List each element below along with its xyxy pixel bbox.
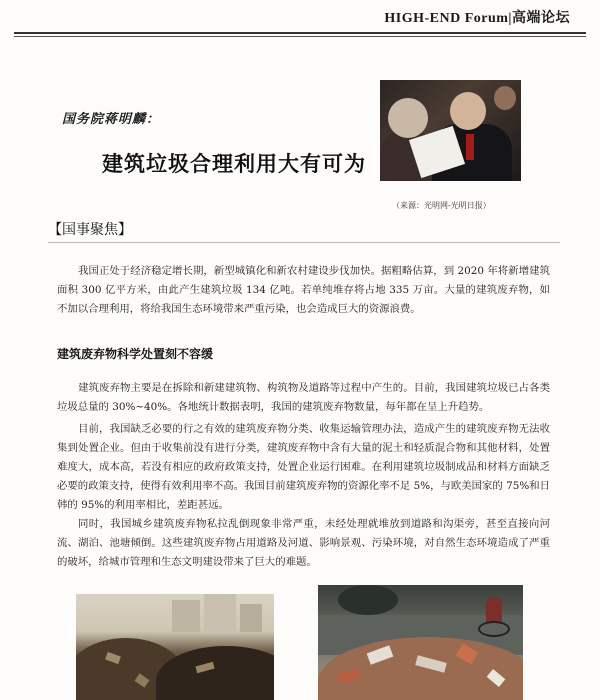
- body-paragraph-1: 建筑废弃物主要是在拆除和新建建筑物、构筑物及道路等过程中产生的。目前，我国建筑垃圾已占各类垃圾总量的 30%~40%。各地统计数据表明，我国的建筑废弃物数量，每年都在呈上升趋势。: [57, 382, 550, 413]
- body-paragraph-3: 同时，我国城乡建筑废弃物私拉乱倒现象非常严重，未经处理就堆放到道路和沟渠旁，甚至直接向河流、湖泊、池塘倾倒。这些建筑废弃物占用道路及河道、影响景观、污染环境，对自然生态环境造成了严重的破坏，给城市管理和生态文明建设带来了巨大的难题。: [57, 518, 550, 568]
- body-paragraph-2: 目前，我国缺乏必要的行之有效的建筑废弃物分类、收集运输管理办法，造成产生的建筑废弃物无法收集到处置企业。但由于收集前没有进行分类，建筑废弃物中含有大量的泥土和轻质混合物和其他材料，处置难度大，成本高，若没有相应的政府政策支持，处置企业运行困难。在利用建筑垃圾制成品和材料方面缺乏必要的政策支持，使得有效利用率不高。我国目前建筑废弃物的资源化率不足 5%，与欧美国家的 75%和日韩的 95%的利用率相比，差距甚远。: [57, 423, 550, 511]
- officials-meeting-photo: [380, 80, 521, 181]
- page-header: [0, 0, 600, 40]
- subheading: 建筑废弃物科学处置刻不容缓: [57, 347, 214, 361]
- intro-paragraph: 我国正处于经济稳定增长期，新型城镇化和新农村建设步伐加快。据粗略估算，到 2020 年将新增建筑面积 300 亿平方米，由此产生建筑垃圾 134 亿吨。若单纯堆存将占地 335 万亩。大量的建筑废弃物，如不加以合理利用，将给我国生态环境带来严重污染，也会造成巨大的资源浪费。: [57, 265, 550, 315]
- construction-waste-photo-right: [318, 585, 523, 700]
- magazine-header-title: HIGH-END Forum|高端论坛: [384, 11, 570, 26]
- article-subtitle: 国务院蒋明麟：: [62, 112, 161, 127]
- construction-waste-photo-left: [76, 594, 274, 700]
- photo-caption: （来源：光明网-光明日报）: [392, 201, 491, 210]
- article-title: 建筑垃圾合理利用大有可为: [102, 152, 366, 176]
- header-rule-thin: [14, 36, 586, 37]
- section-divider: [48, 242, 560, 243]
- header-rule-thick: [14, 32, 586, 34]
- section-heading: 【国事聚焦】: [48, 222, 132, 238]
